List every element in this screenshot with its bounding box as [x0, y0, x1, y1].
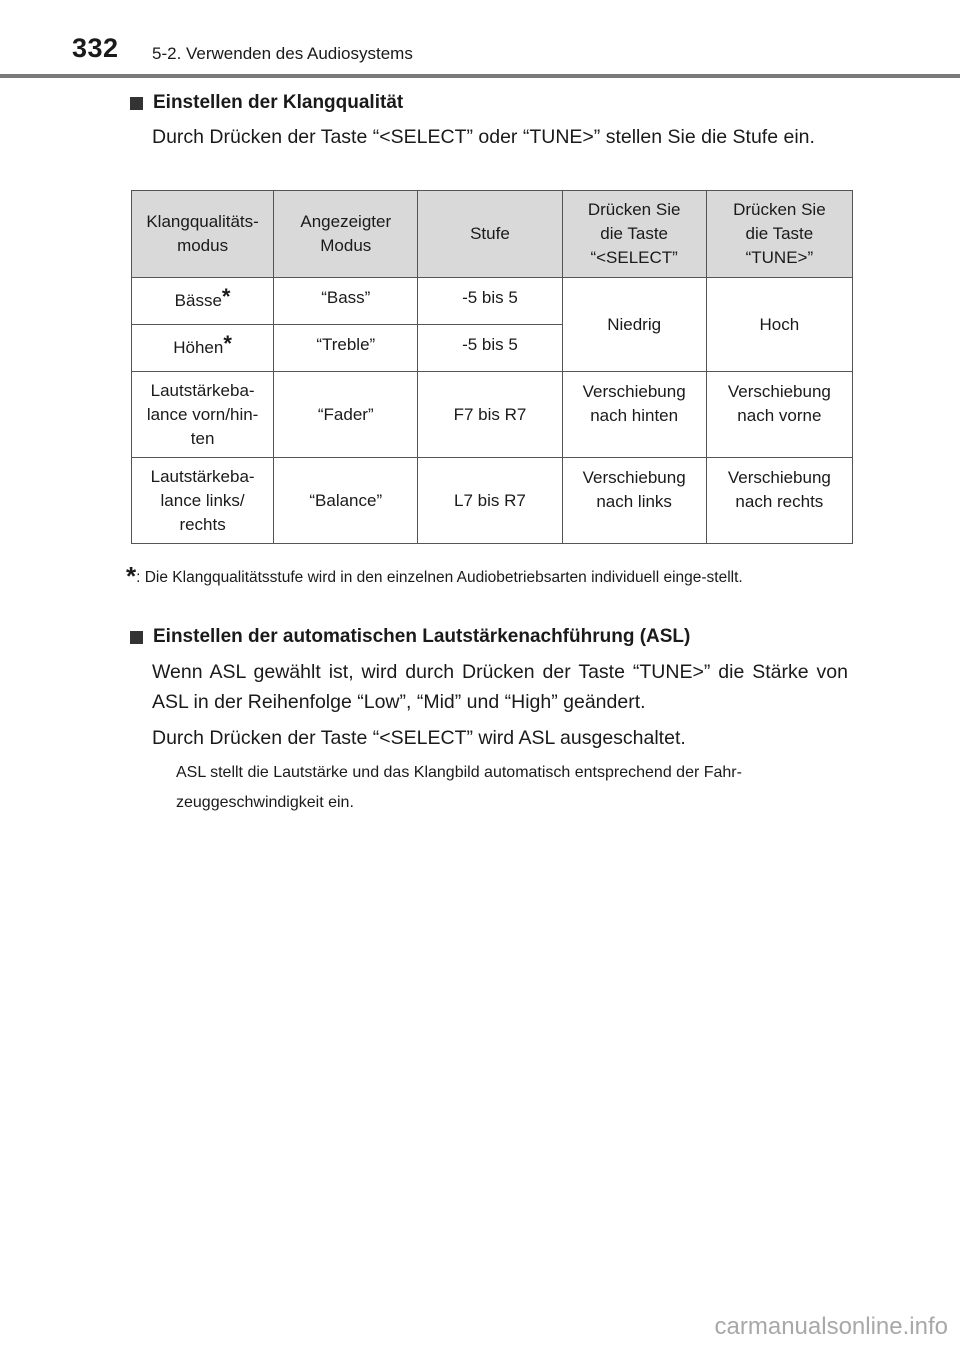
header-cell: Drücken Sie die Taste “<SELECT”	[562, 191, 706, 278]
table-cell: L7 bis R7	[418, 458, 562, 544]
section-heading-asl	[130, 626, 690, 648]
sound-quality-instruction: Durch Drücken der Taste “<SELECT” oder “TUNE>” stellen Sie die Stufe ein.	[152, 126, 815, 148]
header-cell: Angezeigter Modus	[274, 191, 418, 278]
table-cell: Lautstärkeba- lance links/ rechts	[132, 458, 274, 544]
table-cell: Bässe*	[132, 278, 274, 325]
square-bullet-icon	[130, 631, 143, 644]
table-cell: Verschiebung nach vorne	[706, 372, 852, 458]
header-rule	[0, 74, 960, 78]
table-cell: “Bass”	[274, 278, 418, 325]
page-number: 332	[72, 33, 119, 63]
star-mark: *	[221, 284, 231, 309]
table-cell: Niedrig	[562, 278, 706, 372]
table-cell: -5 bis 5	[418, 325, 562, 372]
table-cell: Verschiebung nach links	[562, 458, 706, 544]
asl-instruction-select: Durch Drücken der Taste “<SELECT” wird ASL ausgeschaltet.	[152, 727, 686, 749]
square-bullet-icon	[130, 97, 143, 110]
table-cell: Höhen*	[132, 325, 274, 372]
footnote-text: : Die Klangqualitätsstufe wird in den einzelnen Audiobetriebsarten individuell einge-stellt.	[136, 569, 743, 586]
table-cell: “Balance”	[274, 458, 418, 544]
watermark: carmanualsonline.info	[714, 1313, 948, 1340]
table-cell: “Fader”	[274, 372, 418, 458]
section-title: 5-2. Verwenden des Audiosystems	[152, 44, 413, 63]
footnote	[126, 561, 848, 591]
asl-instruction-tune: Wenn ASL gewählt ist, wird durch Drücken der Taste “TUNE>” die Stärke von ASL in der Reihenfolge “Low”, “Mid” und “High” geändert.	[152, 661, 848, 713]
sound-quality-table	[131, 190, 853, 544]
table-cell: Lautstärkeba- lance vorn/hin- ten	[132, 372, 274, 458]
asl-note: ASL stellt die Lautstärke und das Klangbild automatisch entsprechend der Fahr-zeuggeschwindigkeit ein.	[176, 764, 742, 811]
star-mark: *	[223, 331, 232, 356]
table-header-row	[132, 191, 853, 278]
table-cell: -5 bis 5	[418, 278, 562, 325]
table-cell: “Treble”	[274, 325, 418, 372]
section-heading-sound-quality	[130, 92, 403, 114]
section-heading-text: Einstellen der automatischen Lautstärkenachführung (ASL)	[153, 626, 691, 647]
table-cell: Verschiebung nach rechts	[706, 458, 852, 544]
footnote-star: *	[126, 561, 137, 591]
table-row	[132, 278, 853, 325]
page-header	[0, 0, 960, 78]
table-cell: Verschiebung nach hinten	[562, 372, 706, 458]
section-heading-text: Einstellen der Klangqualität	[153, 92, 404, 113]
header-cell: Stufe	[418, 191, 562, 278]
table-row	[132, 458, 853, 544]
header-cell: Klangqualitäts- modus	[132, 191, 274, 278]
table-row	[132, 372, 853, 458]
table-cell: F7 bis R7	[418, 372, 562, 458]
header-cell: Drücken Sie die Taste “TUNE>”	[706, 191, 852, 278]
table-cell: Hoch	[706, 278, 852, 372]
